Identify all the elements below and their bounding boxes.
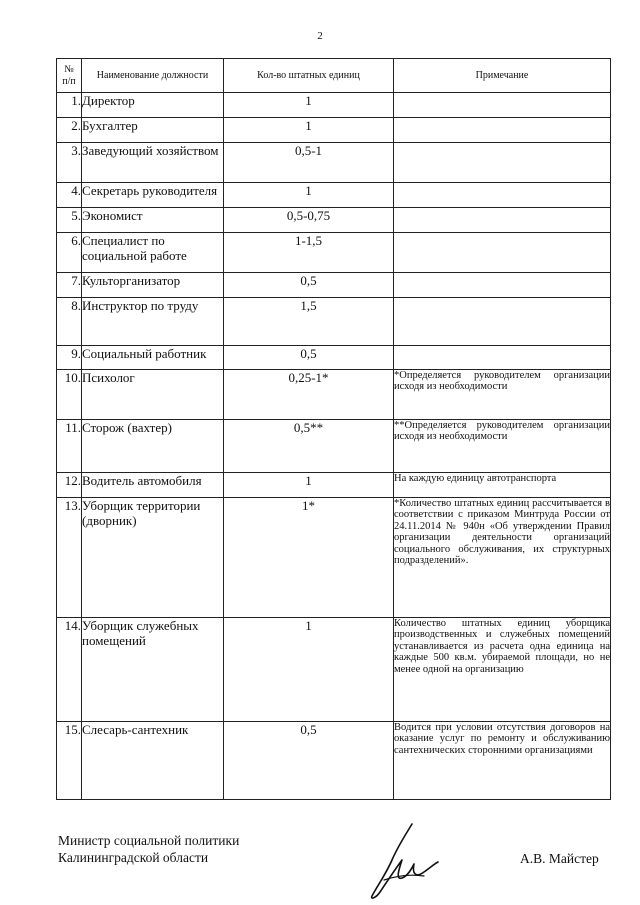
row-position: Слесарь-сантехник <box>82 722 224 800</box>
table-row <box>57 370 611 420</box>
row-note <box>394 273 611 298</box>
row-quantity: 1* <box>224 498 394 618</box>
row-note: Количество штатных единиц уборщика производственных и служебных помещений устанавливается из расчета одна единица на каждые 500 кв.м. убираемой площади, но не менее одной на организацию <box>394 618 611 722</box>
table-row <box>57 473 611 498</box>
row-note <box>394 93 611 118</box>
row-position: Сторож (вахтер) <box>82 420 224 473</box>
row-num: 12. <box>57 473 82 498</box>
row-position: Культорганизатор <box>82 273 224 298</box>
table-row <box>57 420 611 473</box>
row-note <box>394 233 611 273</box>
row-num: 3. <box>57 143 82 183</box>
row-num: 8. <box>57 298 82 346</box>
row-quantity: 1 <box>224 118 394 143</box>
row-position: Заведующий хозяйством <box>82 143 224 183</box>
row-quantity: 1,5 <box>224 298 394 346</box>
table-row <box>57 183 611 208</box>
row-note <box>394 298 611 346</box>
row-quantity: 1 <box>224 93 394 118</box>
row-quantity: 0,25-1* <box>224 370 394 420</box>
row-quantity: 1 <box>224 618 394 722</box>
row-num: 6. <box>57 233 82 273</box>
row-position: Бухгалтер <box>82 118 224 143</box>
table-row <box>57 118 611 143</box>
row-num: 11. <box>57 420 82 473</box>
row-note <box>394 346 611 370</box>
row-position: Директор <box>82 93 224 118</box>
signer-name: А.В. Майстер <box>520 851 599 866</box>
row-num: 13. <box>57 498 82 618</box>
row-quantity: 0,5 <box>224 346 394 370</box>
table-row <box>57 298 611 346</box>
row-num: 7. <box>57 273 82 298</box>
row-note: Водится при условии отсутствия договоров на оказание услуг по ремонту и обслуживанию сантехнических сторонними организациями <box>394 722 611 800</box>
row-num: 2. <box>57 118 82 143</box>
row-quantity: 0,5-1 <box>224 143 394 183</box>
row-note: *Количество штатных единиц рассчитывается в соответствии с приказом Минтруда России от 24.11.2014 № 940н «Об утверждении Правил организации деятельности организаций социального обслуживания, их структурных подразделений». <box>394 498 611 618</box>
table-row <box>57 233 611 273</box>
row-note <box>394 118 611 143</box>
signer-title <box>58 832 239 866</box>
row-position: Уборщик территории (дворник) <box>82 498 224 618</box>
row-num: 14. <box>57 618 82 722</box>
row-note <box>394 208 611 233</box>
row-position: Социальный работник <box>82 346 224 370</box>
row-num: 9. <box>57 346 82 370</box>
row-note <box>394 143 611 183</box>
header-quantity: Кол-во штатных единиц <box>224 59 394 93</box>
table-row <box>57 273 611 298</box>
header-num: № п/п <box>57 59 82 93</box>
row-num: 1. <box>57 93 82 118</box>
row-position: Уборщик служебных помещений <box>82 618 224 722</box>
row-quantity: 1 <box>224 473 394 498</box>
row-num: 4. <box>57 183 82 208</box>
row-num: 15. <box>57 722 82 800</box>
row-quantity: 0,5 <box>224 722 394 800</box>
staff-table <box>56 58 611 800</box>
table-row <box>57 722 611 800</box>
row-position: Секретарь руководителя <box>82 183 224 208</box>
row-position: Специалист по социальной работе <box>82 233 224 273</box>
row-position: Инструктор по труду <box>82 298 224 346</box>
table-row <box>57 346 611 370</box>
row-note: *Определяется руководителем организации исходя из необходимости <box>394 370 611 420</box>
row-position: Психолог <box>82 370 224 420</box>
row-quantity: 0,5** <box>224 420 394 473</box>
row-quantity: 0,5-0,75 <box>224 208 394 233</box>
header-note: Примечание <box>394 59 611 93</box>
row-num: 5. <box>57 208 82 233</box>
row-quantity: 1-1,5 <box>224 233 394 273</box>
row-quantity: 1 <box>224 183 394 208</box>
row-note: На каждую единицу автотранспорта <box>394 473 611 498</box>
table-row <box>57 143 611 183</box>
page-number: 2 <box>317 30 323 42</box>
table-row <box>57 498 611 618</box>
row-quantity: 0,5 <box>224 273 394 298</box>
signer-title-line1: Министр социальной политики <box>58 833 240 848</box>
signer-title-line2: Калининградской области <box>58 850 209 865</box>
table-row <box>57 618 611 722</box>
header-position: Наименование должности <box>82 59 224 93</box>
table-header-row <box>57 59 611 93</box>
handwritten-signature <box>362 820 442 902</box>
table-row <box>57 93 611 118</box>
row-note: **Определяется руководителем организации исходя из необходимости <box>394 420 611 473</box>
row-position: Экономист <box>82 208 224 233</box>
row-num: 10. <box>57 370 82 420</box>
table-row <box>57 208 611 233</box>
row-position: Водитель автомобиля <box>82 473 224 498</box>
row-note <box>394 183 611 208</box>
